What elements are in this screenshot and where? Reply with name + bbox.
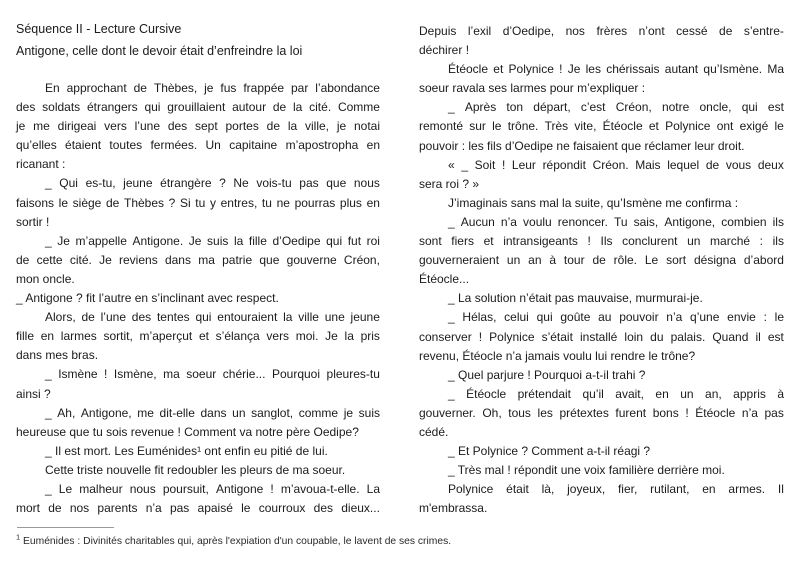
text-line: déchirer ! <box>419 43 470 58</box>
text-line: sera roi ? » <box>419 176 480 191</box>
text-line: de cette cité. Je reviens dans ma patrie que gouverne Créon, <box>16 252 380 267</box>
document-title: Séquence II - Lecture Cursive <box>16 22 182 36</box>
text-line: Cette triste nouvelle fit redoubler les pleurs de ma soeur. <box>45 462 346 477</box>
text-line: m'embrassa. <box>419 501 488 516</box>
left-column <box>16 18 380 518</box>
text-line: conserver ! Polynice s’était installé loin du palais. Quand il est <box>419 329 784 344</box>
text-line: revenu, Étéocle n’a jamais voulu lui rendre le trône? <box>419 348 696 363</box>
footnote-text: Euménides : Divinités charitables qui, après l'expiation d'un coupable, le lavent de ses crimes. <box>20 536 452 547</box>
text-line: _ Le malheur nous poursuit, Antigone ! m’avoua-t-elle. La <box>45 481 380 496</box>
text-line: des soldats étrangers qui grouillaient autour de la cité. Comme <box>16 100 380 115</box>
right-column <box>419 18 784 518</box>
text-line: Étéocle... <box>419 272 470 287</box>
text-line: je me dirigeai vers l’une des sept portes de la ville, je notai <box>16 119 380 134</box>
text-line: pouvoir : les fils d’Oedipe ne faisaient que réclamer leur droit. <box>419 138 745 153</box>
text-line: qu’elles étaient toutes fermées. Un capitaine m’apostropha en <box>16 138 380 153</box>
page-title-block <box>16 18 380 62</box>
text-line: _ Étéocle prétendait qu’il avait, en un an, appris à <box>448 386 784 401</box>
text-line: gouverner. Oh, tous les prétextes furent bons ! Étéocle n’a pas <box>419 405 784 420</box>
text-line: ainsi ? <box>16 386 51 401</box>
text-line: faisons le siège de Thèbes ? Si tu y entres, tu ne pourras plus en <box>16 195 380 210</box>
text-line: _ Ah, Antigone, me dit-elle dans un sanglot, comme je suis <box>45 405 380 420</box>
text-line: gouverneraient un an à tour de rôle. Le sort désigna d’abord <box>419 253 784 268</box>
right-column-text <box>419 22 784 518</box>
text-line: Polynice était là, joyeux, fier, rutilant, en armes. Il <box>448 482 784 497</box>
text-line: J’imaginais sans mal la suite, qu’Ismène me confirma : <box>448 195 739 210</box>
text-line: _ Je m’appelle Antigone. Je suis la fille d’Oedipe qui fut roi <box>45 233 380 248</box>
text-line: _ Antigone ? fit l’autre en s’inclinant avec respect. <box>16 291 279 306</box>
text-line: Depuis l’exil d’Oedipe, nos frères n’ont cessé de s’entre- <box>419 24 784 38</box>
text-line: heureuse que tu sois revenue ! Comment va notre père Oedipe? <box>16 424 359 439</box>
footnote-marker: 1 <box>16 532 21 542</box>
text-line: sont fiers et intransigeants ! Ils conclurent un marché : ils <box>419 234 784 249</box>
text-line: _ Quel parjure ! Pourquoi a-t-il trahi ? <box>448 367 646 382</box>
text-line: sortir ! <box>16 214 50 229</box>
text-line: cédé. <box>419 424 449 439</box>
text-line: _ Et Polynice ? Comment a-t-il réagi ? <box>448 444 651 459</box>
text-line: ricanant : <box>16 157 66 172</box>
text-line: _ Très mal ! répondit une voix familière derrière moi. <box>448 463 725 478</box>
text-line: _ Après ton départ, c’est Créon, notre oncle, qui est <box>448 100 784 115</box>
text-line: _ Aucun n’a voulu renoncer. Tu sais, Antigone, combien ils <box>448 214 784 229</box>
text-line: « _ Soit ! Leur répondit Créon. Mais lequel de vous deux <box>448 157 784 172</box>
text-line: Étéocle et Polynice ! Je les chérissais autant qu’Ismène. Ma <box>448 62 784 77</box>
text-line: _ Ismène ! Ismène, ma soeur chérie... Pourquoi pleures-tu <box>45 367 380 382</box>
text-line: remonté sur le trône. Très vite, Étéocle et Polynice ont exigé le <box>419 119 784 134</box>
text-line: mon oncle. <box>16 271 75 286</box>
text-line: mort de nos parents n’a pas apaisé le courroux des dieux... <box>16 501 380 516</box>
footnote-separator-line <box>17 527 114 528</box>
document-subtitle: Antigone, celle dont le devoir était d’enfreindre la loi <box>16 44 303 58</box>
text-line: En approchant de Thèbes, je fus frappée par l’abondance <box>45 81 380 95</box>
text-line: fille en larmes sortit, m’aperçut et s’élança vers moi. Je la pris <box>16 329 380 344</box>
text-line: soeur ravala ses larmes pour m’expliquer : <box>419 81 646 96</box>
text-line: dans mes bras. <box>16 348 99 363</box>
text-line: _ Qui es-tu, jeune étrangère ? Ne vois-tu pas que nous <box>45 176 380 191</box>
text-line: _ Hélas, celui qui goûte au pouvoir n’a q’une envie : le <box>448 310 784 325</box>
footnote <box>16 532 452 549</box>
left-column-text <box>16 79 380 518</box>
text-line: _ La solution n’était pas mauvaise, murmurai-je. <box>448 291 703 306</box>
text-line: Alors, de l’une des tentes qui entouraient la ville une jeune <box>45 310 380 325</box>
text-line: _ Il est mort. Les Euménides¹ ont enfin eu pitié de lui. <box>45 443 328 458</box>
